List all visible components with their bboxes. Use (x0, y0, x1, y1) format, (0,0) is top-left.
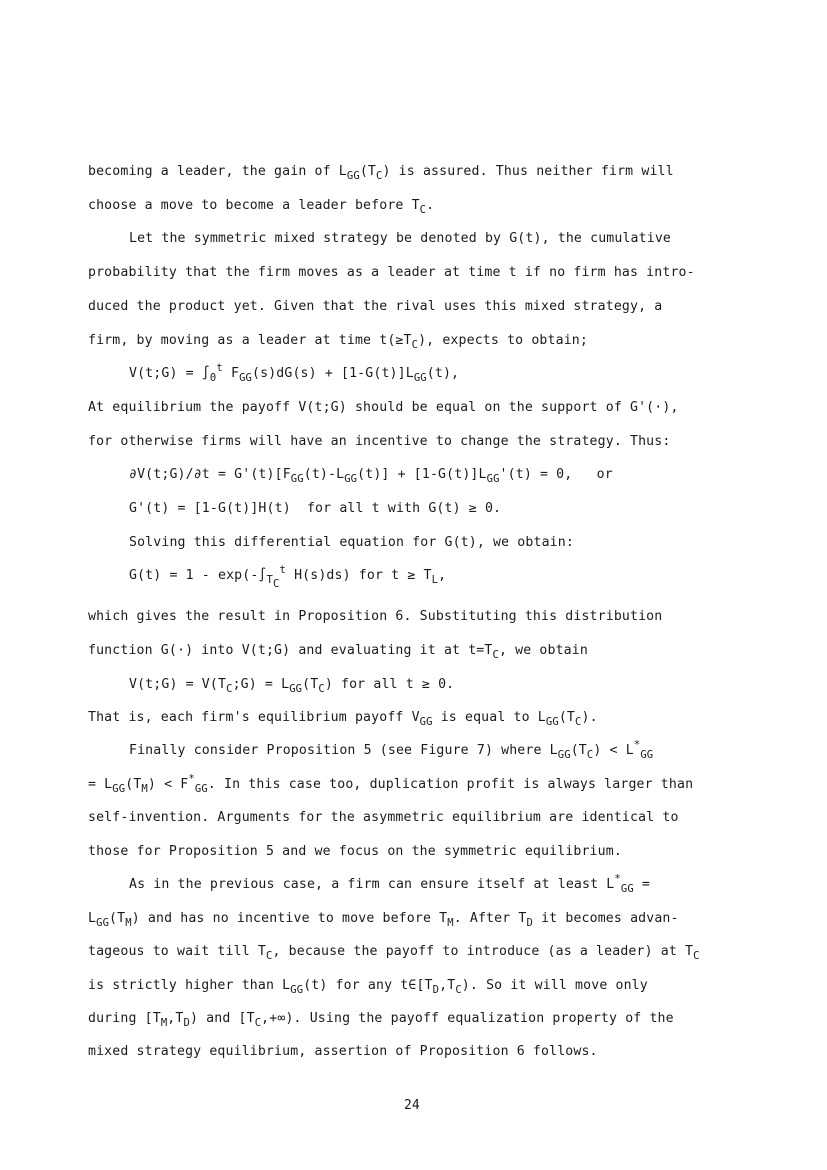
body-line: Finally consider Proposition 5 (see Figure 7) where $L_{GG}(T_C) < L^*_{GG}$ (129, 739, 654, 761)
body-line: becoming a leader, the gain of $L_{GG}(T_C)$ is assured. Thus neither firm will (88, 164, 674, 182)
body-line: function G(·) into V(t;G) and evaluating it at $t=T_C$, we obtain (88, 643, 588, 661)
equation: G'(t) = [1-G(t)]H(t) for all t with G(t) ≥ 0. (129, 501, 502, 516)
equation: $G(t) = 1 - \exp(-\int_{T_C}^t$ H(s)ds) for $t \ge T_L$, (129, 564, 447, 590)
body-line: firm, by moving as a leader at time $t(\ge T_C)$, expects to obtain; (88, 333, 588, 351)
body-line: At equilibrium the payoff V(t;G) should be equal on the support of G'(·), (88, 400, 679, 415)
body-line: tageous to wait till $T_C$, because the payoff to introduce (as a leader) at $T_C$ (88, 944, 700, 962)
body-line: probability that the firm moves as a leader at time t if no firm has intro- (88, 265, 695, 280)
equation: ∂V(t;G)/∂t = $G'(t)[F_{GG}(t)-L_{GG}(t)] + [1-G(t)]L_{GG}'(t) = 0$, or (129, 467, 613, 485)
body-line: self-invention. Arguments for the asymmetric equilibrium are identical to (88, 810, 679, 825)
body-line: which gives the result in Proposition 6. Substituting this distribution (88, 609, 663, 624)
body-line: for otherwise firms will have an incentive to change the strategy. Thus: (88, 434, 671, 449)
body-line: $L_{GG}(T_M)$ and has no incentive to move before $T_M$. After $T_D$ it becomes advan- (88, 911, 679, 929)
equation: V(t;G) = $\int_0^t$ $F_{GG}(s)dG(s) + [1-G(t)]L_{GG}(t)$, (129, 362, 460, 384)
body-line: As in the previous case, a firm can ensure itself at least $L^*_{GG}$ = (129, 873, 650, 895)
page-number: 24 (404, 1098, 420, 1113)
body-line: mixed strategy equilibrium, assertion of Proposition 6 follows. (88, 1044, 598, 1059)
body-line: choose a move to become a leader before $T_C$. (88, 198, 435, 216)
body-line: during $[T_M,T_D)$ and $[T_C,+\infty)$. Using the payoff equalization property of the (88, 1011, 674, 1029)
body-line: Solving this differential equation for G(t), we obtain: (129, 535, 574, 550)
body-line: is strictly higher than $L_{GG}(t)$ for any $t\in[T_D,T_C)$. So it will move only (88, 978, 648, 996)
body-line: Let the symmetric mixed strategy be denoted by G(t), the cumulative (129, 231, 671, 246)
body-line: = $L_{GG}(T_M) < F^*_{GG}$. In this case too, duplication profit is always larger than (88, 773, 694, 795)
body-line: those for Proposition 5 and we focus on the symmetric equilibrium. (88, 844, 622, 859)
body-line: That is, each firm's equilibrium payoff $V_{GG}$ is equal to $L_{GG}(T_C)$. (88, 710, 598, 728)
body-line: duced the product yet. Given that the rival uses this mixed strategy, a (88, 299, 663, 314)
equation: V(t;G) = $V(T_C;G) = L_{GG}(T_C)$ for all t ≥ 0. (129, 677, 455, 695)
